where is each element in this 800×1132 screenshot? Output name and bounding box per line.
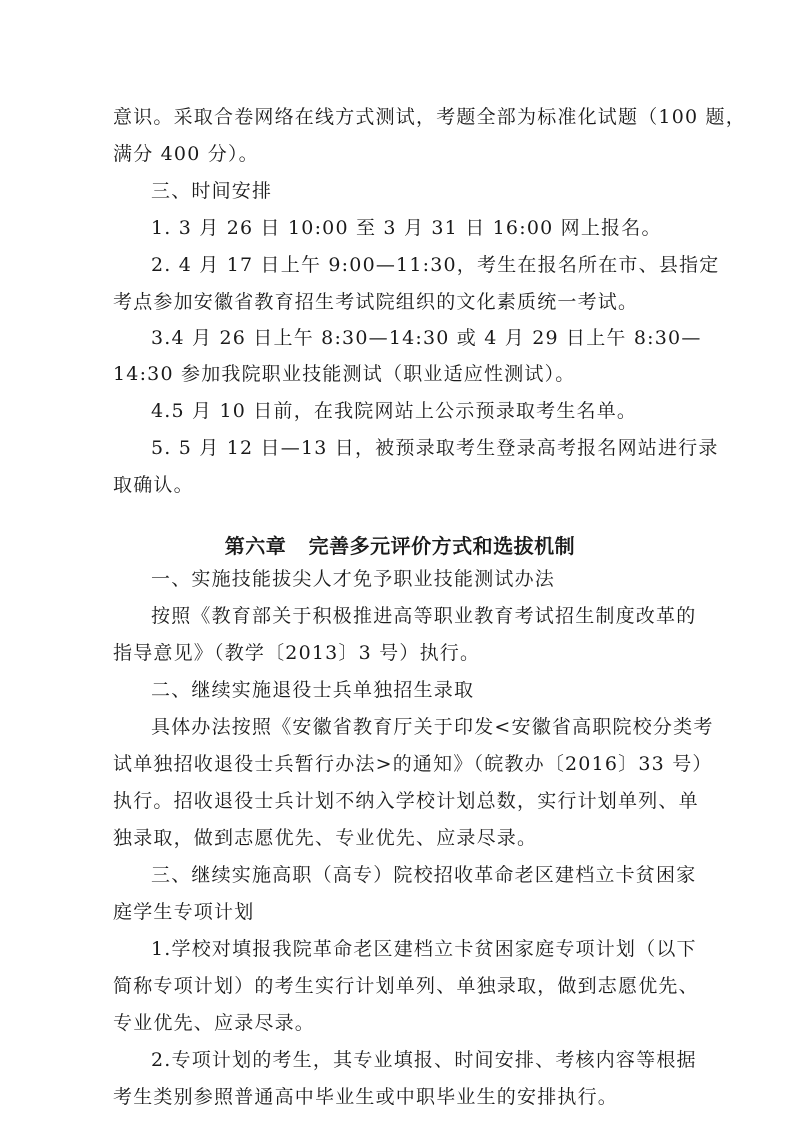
section-heading: 一、实施技能拔尖人才免予职业技能测试办法: [151, 568, 556, 590]
paragraph-line: 执行。招收退役士兵计划不纳入学校计划总数，实行计划单列、单: [113, 790, 699, 812]
paragraph-line: 考生类别参照普通高中毕业生或中职毕业生的安排执行。: [113, 1086, 619, 1108]
list-item: 4.5 月 10 日前，在我院网站上公示预录取考生名单。: [151, 400, 638, 422]
paragraph-line: 满分 400 分）。: [113, 143, 259, 165]
paragraph-line: 14:30 参加我院职业技能测试（职业适应性测试）。: [113, 363, 576, 385]
section-heading: 三、时间安排: [151, 180, 273, 202]
paragraph-line: 独录取，做到志愿优先、专业优先、应录尽录。: [113, 827, 538, 849]
list-item: 5. 5 月 12 日—13 日，被预录取考生登录高考报名网站进行录: [151, 437, 719, 459]
paragraph-line: 意识。采取合卷网络在线方式测试，考题全部为标准化试题（100 题，: [113, 106, 746, 128]
section-heading: 三、继续实施高职（高专）院校招收革命老区建档立卡贫困家: [151, 864, 697, 886]
section-heading: 二、继续实施退役士兵单独招生录取: [151, 679, 475, 701]
paragraph-line: 庭学生专项计划: [113, 901, 255, 923]
paragraph-line: 简称专项计划）的考生实行计划单列、单独录取，做到志愿优先、: [113, 975, 699, 997]
paragraph-line: 指导意见》（教学〔2013〕3 号）执行。: [113, 642, 481, 664]
paragraph-line: 考点参加安徽省教育招生考试院组织的文化素质统一考试。: [113, 291, 639, 313]
list-item: 1.学校对填报我院革命老区建档立卡贫困家庭专项计划（以下: [151, 938, 697, 960]
list-item: 2.专项计划的考生，其专业填报、时间安排、考核内容等根据: [151, 1049, 697, 1071]
paragraph-line: 取确认。: [113, 474, 194, 496]
list-item: 3.4 月 26 日上午 8:30—14:30 或 4 月 29 日上午 8:30—: [151, 327, 702, 349]
list-item: 1. 3 月 26 日 10:00 至 3 月 31 日 16:00 网上报名。: [151, 217, 662, 239]
paragraph-line: 按照《教育部关于积极推进高等职业教育考试招生制度改革的: [151, 605, 697, 627]
chapter-title: 第六章 完善多元评价方式和选拔机制: [224, 534, 576, 558]
paragraph-line: 具体办法按照《安徽省教育厅关于印发<安徽省高职院校分类考: [151, 716, 714, 738]
paragraph-line: 试单独招收退役士兵暂行办法>的通知》（皖教办〔2016〕33 号）: [113, 753, 713, 775]
paragraph-line: 专业优先、应录尽录。: [113, 1012, 316, 1034]
list-item: 2. 4 月 17 日上午 9:00—11:30，考生在报名所在市、县指定: [151, 254, 720, 276]
